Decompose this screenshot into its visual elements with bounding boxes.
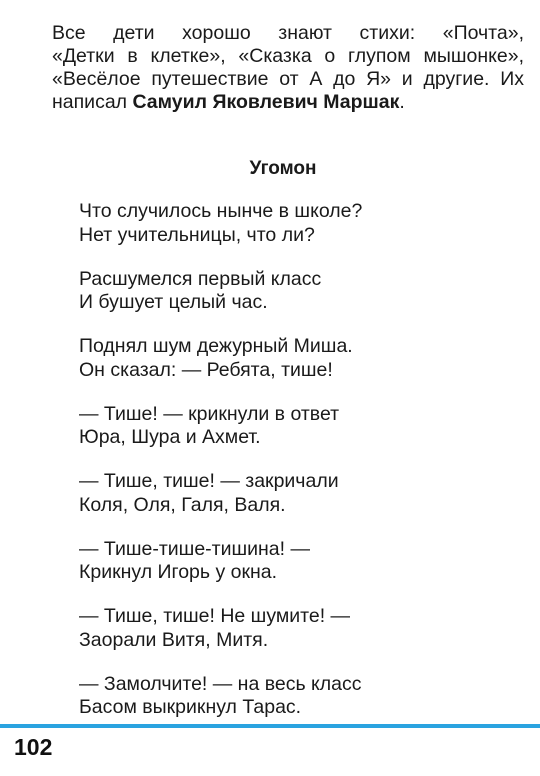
intro-line: «Детки в клетке», «Сказка о глупом мышонке»,: [52, 45, 524, 67]
verse-line: Басом выкрикнул Тарас.: [79, 696, 302, 718]
footer-divider: [0, 724, 540, 728]
stanza: [79, 403, 499, 450]
verse-line: Поднял шум дежурный Миша.: [79, 335, 353, 357]
verse-line: Он сказал: — Ребята, тише!: [79, 358, 333, 381]
verse-line: Что случилось нынче в школе?: [79, 200, 363, 222]
stanza: [79, 605, 499, 652]
stanza: [79, 335, 499, 382]
stanza: [79, 673, 499, 720]
stanza: [79, 470, 499, 517]
intro-text: написал: [52, 91, 133, 113]
verse-line: Заорали Витя, Митя.: [79, 628, 269, 651]
verse-line: Юра, Шура и Ахмет.: [79, 426, 261, 448]
poem-title: Угомон: [249, 158, 317, 179]
intro-line: [52, 91, 524, 114]
intro-paragraph: [52, 22, 524, 114]
verse-line: — Тише, тише! Не шумите! —: [79, 605, 351, 627]
stanza: [79, 268, 499, 315]
page-number: 102: [14, 734, 53, 760]
intro-text: .: [399, 91, 405, 113]
author-name: Самуил Яковлевич Маршак: [132, 91, 400, 113]
stanza: [79, 200, 499, 247]
verse-line: — Тише, тише! — закричали: [79, 470, 339, 492]
verse-line: Крикнул Игорь у окна.: [79, 561, 278, 583]
verse-line: — Тише! — крикнули в ответ: [79, 402, 340, 425]
verse-line: Коля, Оля, Галя, Валя.: [79, 493, 286, 516]
intro-line: Все дети хорошо знают стихи: «Почта»,: [52, 22, 524, 44]
verse-line: И бушует целый час.: [79, 291, 268, 313]
poem-body: [79, 200, 499, 740]
stanza: [79, 538, 499, 585]
verse-line: Нет учительницы, что ли?: [79, 223, 315, 246]
intro-line: «Весёлое путешествие от А до Я» и другие. Их: [52, 68, 524, 90]
verse-line: — Замолчите! — на весь класс: [79, 672, 362, 695]
verse-line: Расшумелся первый класс: [79, 267, 322, 290]
verse-line: — Тише-тише-тишина! —: [79, 537, 310, 560]
